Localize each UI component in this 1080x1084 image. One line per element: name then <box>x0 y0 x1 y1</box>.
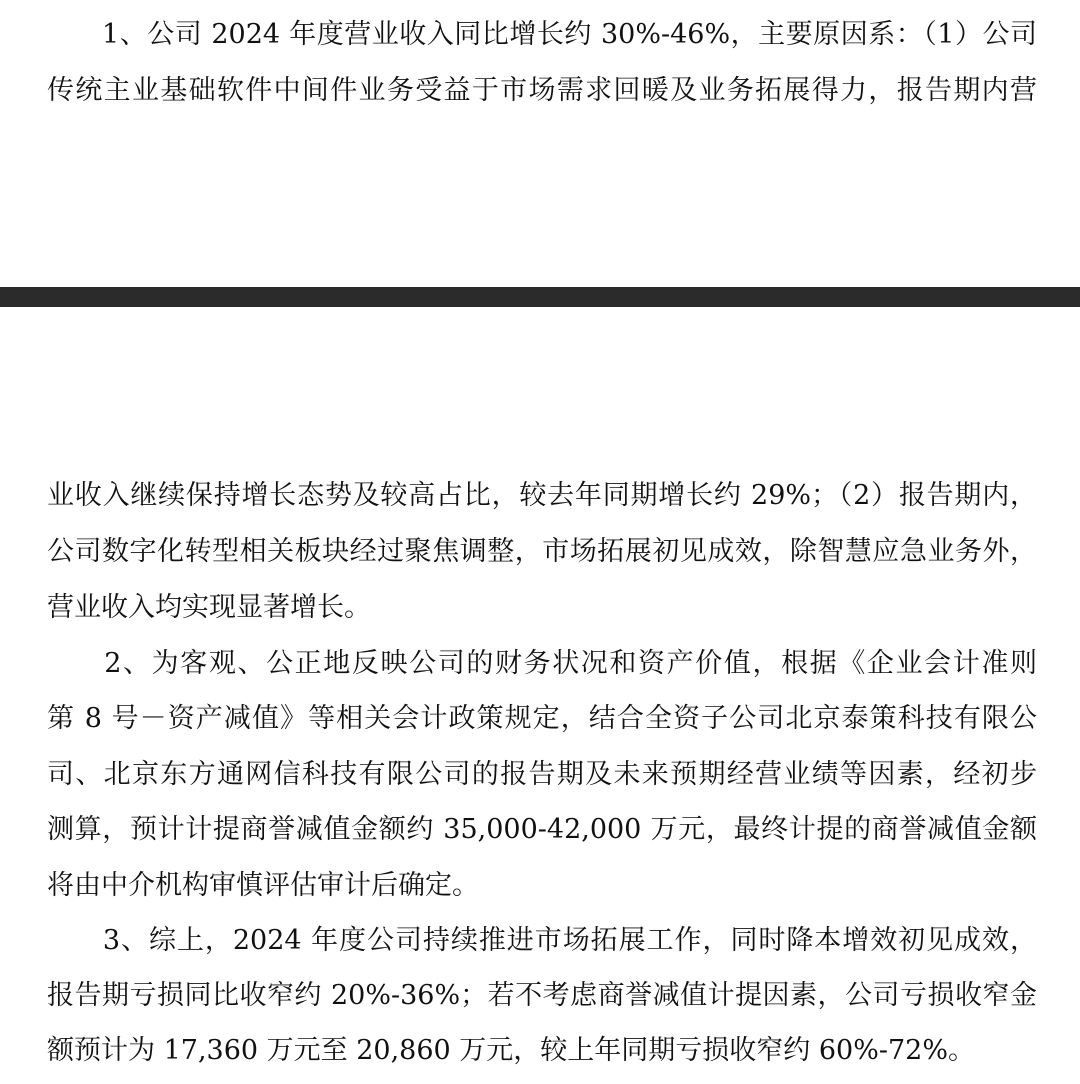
text-line: 司、北京东方通网信科技有限公司的报告期及未来预期经营业绩等因素，经初步 <box>47 759 1037 790</box>
text-line: 额预计为 17,360 万元至 20,860 万元，较上年同期亏损收窄约 60%-72%。 <box>47 1035 976 1066</box>
text-line: 3、综上，2024 年度公司持续推进市场拓展工作，同时降本增效初见成效， <box>47 925 1037 956</box>
text-line: 业收入继续保持增长态势及较高占比，较去年同期增长约 29%；（2）报告期内， <box>47 480 1037 511</box>
text-line: 第 8 号－资产减值》等相关会计政策规定，结合全资子公司北京泰策科技有限公 <box>47 703 1037 734</box>
page-divider-bar <box>0 287 1080 307</box>
text-line: 将由中介机构审慎评估审计后确定。 <box>47 870 479 901</box>
text-line: 测算，预计计提商誉减值金额约 35,000-42,000 万元，最终计提的商誉减值金额 <box>47 814 1037 845</box>
text-line: 2、为客观、公正地反映公司的财务状况和资产价值，根据《企业会计准则 <box>47 648 1037 679</box>
text-line: 公司数字化转型相关板块经过聚焦调整，市场拓展初见成效，除智慧应急业务外， <box>47 536 1037 567</box>
text-line: 1、公司 2024 年度营业收入同比增长约 30%-46%，主要原因系：（1）公司 <box>47 19 1037 50</box>
text-line: 营业收入均实现显著增长。 <box>47 592 371 623</box>
text-line: 报告期亏损同比收窄约 20%-36%；若不考虑商誉减值计提因素，公司亏损收窄金 <box>47 980 1037 1011</box>
text-line: 传统主业基础软件中间件业务受益于市场需求回暖及业务拓展得力，报告期内营 <box>47 75 1037 106</box>
